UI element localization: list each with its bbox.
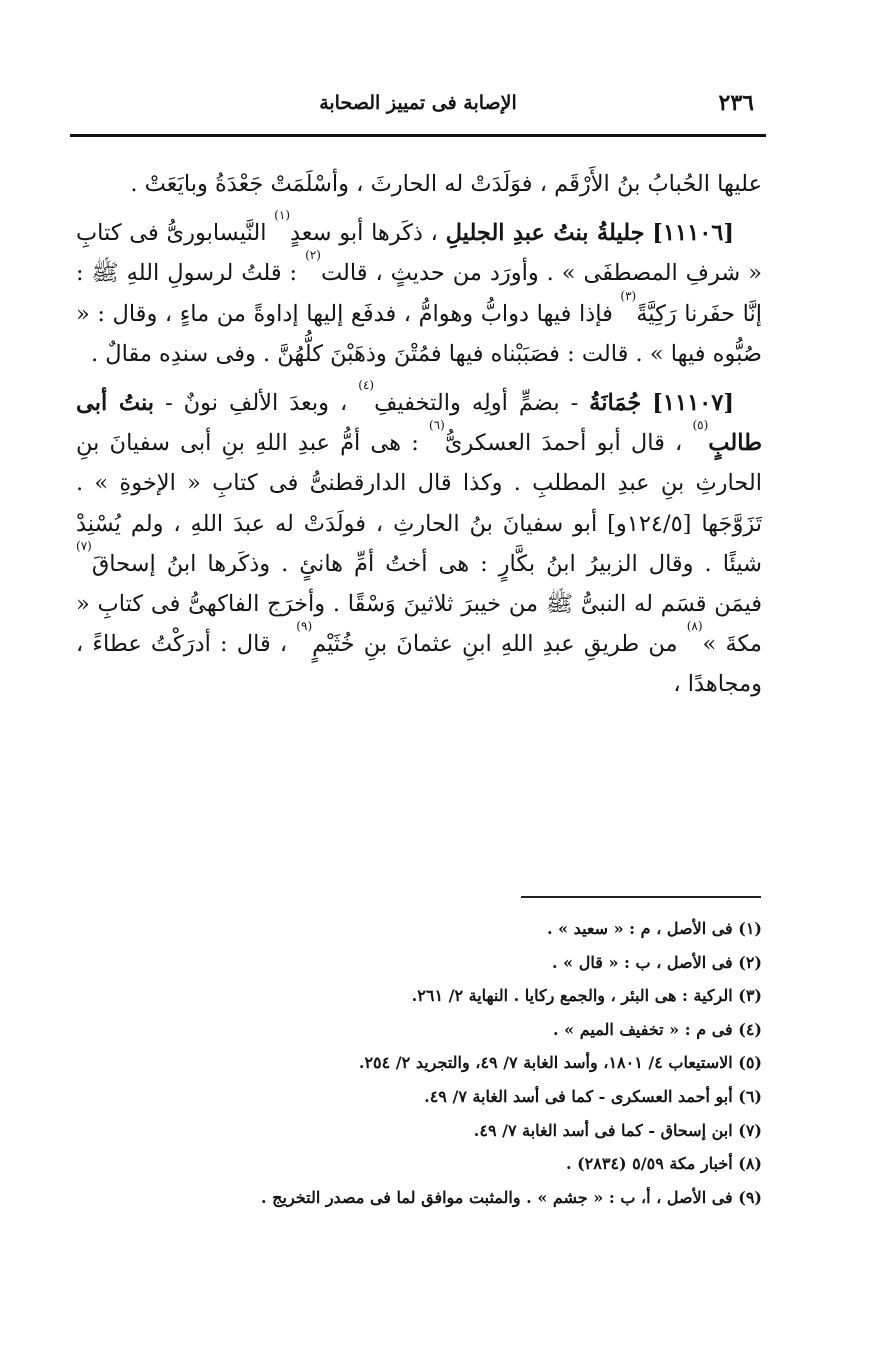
footnote: (٤) فى م : « تخفيف الميم » . <box>553 1019 762 1039</box>
header-rule <box>70 134 766 137</box>
entry-name: جُمَانَةُ <box>589 390 642 417</box>
footnote-rule <box>521 896 761 898</box>
footnote-ref: (٨) <box>686 619 703 634</box>
footnote: (٣) الركية : هى البئر ، والجمع ركايا . النهاية ٢/ ٢٦١. <box>411 986 762 1006</box>
entry-text: من طريقِ عبدِ اللهِ ابنِ عثمانَ بنِ خُثَيْمٍ <box>312 631 678 658</box>
entry-text: فإذا فيها دوابُّ وهوامُّ ، فدفَع إليها إداوةً من ماءٍ ، وقال : « صُبُّوه فيها » . قالت : فصَبَبْناه فيها فمُتْنَ وذهَبْنَ كلُّهُنَّ . وفى سندِه مقالٌ . <box>76 300 762 367</box>
entry-text: ، ذكَرها أبو سعدٍ <box>290 220 438 247</box>
footnote-ref: (٢) <box>305 248 321 263</box>
entry-name-continued: بنتُ أبى طالبٍ <box>76 390 762 457</box>
footnote-ref: (٣) <box>620 288 637 303</box>
footnotes <box>202 912 762 1214</box>
footnote-ref: (٦) <box>428 418 445 433</box>
entry-text: النَّيسابورىُّ فى كتابِ « شرفِ المصطفَى » . وأورَد من حديثٍ ، قالت <box>76 220 762 287</box>
entry-text: ، قال : أدرَكْتُ عطاءً ، ومجاهدًا ، <box>76 631 762 698</box>
footnote: (٧) ابن إسحاق - كما فى أسد الغابة ٧/ ٤٩. <box>473 1120 762 1140</box>
footnote-ref: (٤) <box>358 378 375 393</box>
footnote: (٨) أخبار مكة ٥/٥٩ (٢٨٣٤) . <box>565 1154 762 1174</box>
page-header <box>70 88 766 128</box>
footnote: (٥) الاستيعاب ٤/ ١٨٠١، وأسد الغابة ٧/ ٤٩، والتجريد ٢/ ٢٥٤. <box>358 1053 762 1073</box>
footnote-ref: (٥) <box>692 418 709 433</box>
entry-number: [١١١٠٦] <box>652 220 735 247</box>
entry-text: - بضمٍّ أولِه والتخفيفِ <box>374 390 579 417</box>
main-text <box>76 164 762 705</box>
footnote-ref: (٧) <box>76 538 92 553</box>
entry-text: ، قال أبو أحمدَ العسكرىُّ <box>444 430 683 457</box>
entry-11107 <box>76 378 763 705</box>
footnote: (٢) فى الأصل ، ب : « قال » . <box>552 952 762 972</box>
footnote: (٦) أبو أحمد العسكرى - كما فى أسد الغابة ٧/ ٤٩. <box>424 1086 762 1106</box>
entry-text: فيمَن قسَم له النبىُّ ﷺ من خيبرَ ثلاثينَ وَسْقًا . وأخرَج الفاكهىُّ فى كتابِ « مكةَ » <box>76 591 762 658</box>
entry-text: : قلتُ لرسولِ اللهِ ﷺ : إنَّا حفَرنا رَكِيَّةً <box>76 260 762 327</box>
continuation-text: عليها الحُبابُ بنُ الأَرْقَم ، فوَلَدَتْ له الحارثَ ، وأسْلَمَتْ جَعْدَةُ وبايَعَتْ . <box>130 171 762 197</box>
entry-text: ، وبعدَ الألفِ نونٌ - <box>165 390 348 417</box>
footnote-ref: (١) <box>274 208 290 223</box>
footnote: (٩) فى الأصل ، أ، ب : « جشم » . والمثبت موافق لما فى مصدر التخريج . <box>261 1187 762 1207</box>
page-number: ٢٣٦ <box>718 90 754 116</box>
running-title: الإصابة فى تمييز الصحابة <box>319 92 517 114</box>
entry-number: [١١١٠٧] <box>652 390 734 417</box>
entry-11106 <box>76 208 762 374</box>
entry-name: جليلةُ بنتُ عبدِ الجليلِ <box>445 220 645 247</box>
footnote: (١) فى الأصل ، م : « سعيد » . <box>546 919 762 938</box>
footnote-ref: (٩) <box>296 619 313 634</box>
paragraph-continuation <box>76 164 762 204</box>
entry-text: : هى أمُّ عبدِ اللهِ بنِ أبى سفيانَ بنِ الحارثِ بنِ عبدِ المطلبِ . وكذا قال الدارقطنىُّ فى كتابِ « الإخوةِ » . تَزَوَّجَها [١٢٤/٥و] أبو سفيانَ بنُ الحارثِ ، فولَدَتْ له عبدَ اللهِ ، ولم يُسْنِدْ شيئًا . وقال الزبيرُ ابنُ بكَّارٍ : هى أختُ أمِّ هانئٍ . وذكَرها ابنُ إسحاقَ <box>76 430 763 577</box>
